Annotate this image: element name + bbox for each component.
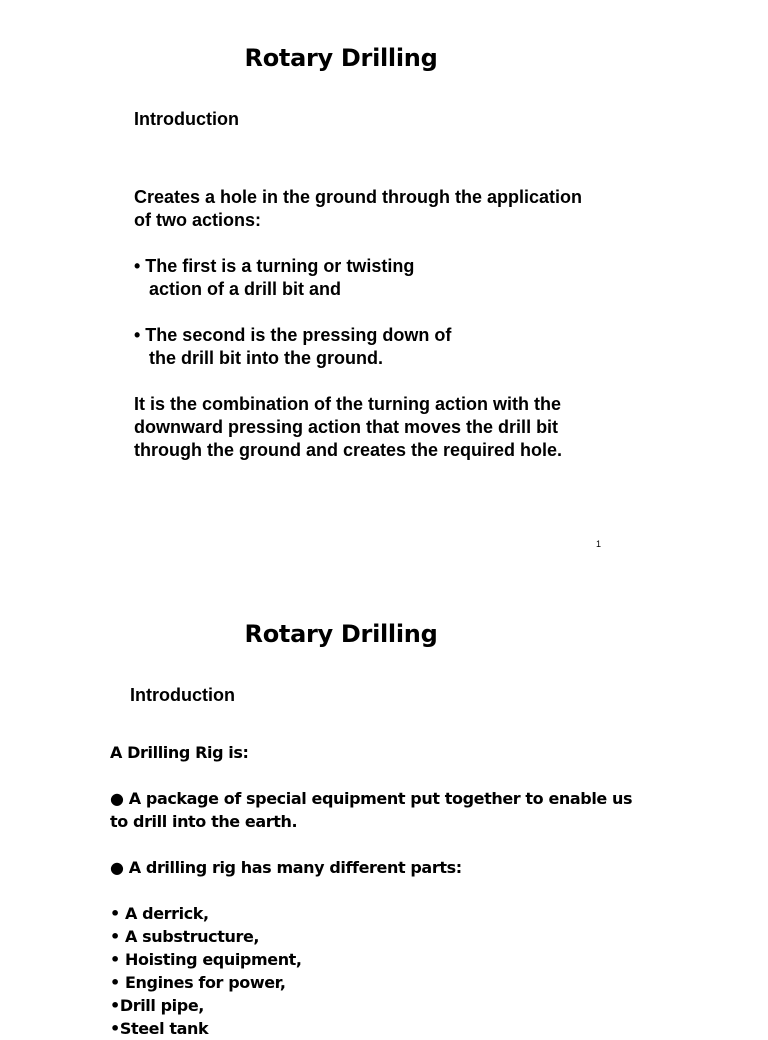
page-number: 1 [596,539,602,549]
closing-line: It is the combination of the turning action with the [134,394,561,414]
list-item: • A substructure, [110,927,260,946]
slide-body [110,741,670,1040]
section-heading: Introduction [134,109,239,129]
bullet-continuation: to drill into the earth. [110,812,298,831]
intro-line: Creates a hole in the ground through the application [134,187,583,207]
list-item: • Engines for power, [110,973,286,992]
slide-title: Rotary Drilling [244,44,438,72]
bullet-item: ● A package of special equipment put together to enable us [110,789,633,808]
closing-line: downward pressing action that moves the drill bit [134,417,559,437]
list-item: •Steel tank [110,1019,209,1038]
list-item: •Drill pipe, [110,996,204,1015]
list-item: • Hoisting equipment, [110,950,302,969]
list-item: • A derrick, [110,904,209,923]
closing-line: through the ground and creates the required hole. [134,440,563,460]
bullet-continuation: action of a drill bit and [149,279,342,299]
section-heading: Introduction [130,685,235,705]
intro-line: of two actions: [134,210,261,230]
bullet-item: • The first is a turning or twisting [134,256,415,276]
bullet-item: • The second is the pressing down of [134,325,452,345]
bullet-continuation: the drill bit into the ground. [149,348,383,368]
slide-title: Rotary Drilling [244,620,438,648]
slide-body [134,186,694,462]
rig-intro: A Drilling Rig is: [110,743,249,762]
bullet-item: ● A drilling rig has many different parts: [110,858,462,877]
slide-2 [0,576,768,1038]
